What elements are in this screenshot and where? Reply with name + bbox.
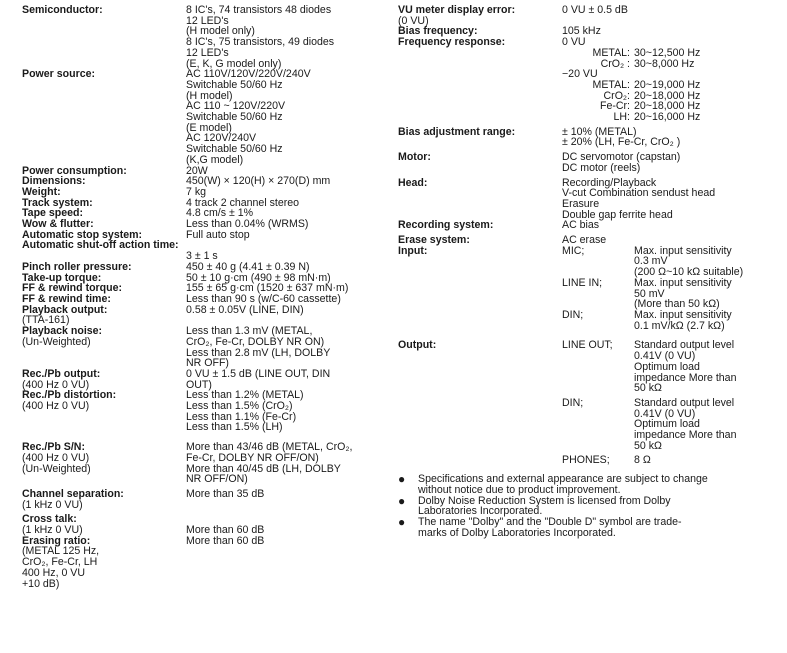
spec-label-line: Head: (398, 176, 428, 189)
spec-value-line: (H model only) (186, 25, 255, 38)
spec-label-line: Power consumption: (22, 164, 127, 177)
freq-level: −20 VU (562, 68, 598, 81)
spec-label-line: Automatic shut-off action time: (22, 239, 179, 252)
spec-label (22, 262, 186, 273)
spec-value-line: 4 track 2 channel stereo (186, 196, 300, 209)
spec-value-line: AC 120V/240V (186, 132, 257, 145)
note-line: The name "Dolby" and the "Double D" symbol are trade- (418, 515, 682, 528)
io-detail-line: impedance More than (634, 371, 737, 384)
freq-range: 20~18,000 Hz (634, 100, 701, 113)
io-detail-line: Optimum load (634, 360, 700, 373)
bullet-icon: ● (398, 514, 406, 529)
spec-value-line: DC servomotor (capstan) (562, 151, 681, 164)
note-item (398, 474, 783, 495)
spec-label-line: (TTA-161) (22, 314, 70, 327)
spec-value (186, 230, 392, 241)
freq-range: 20~19,000 Hz (634, 78, 701, 91)
spec-label (398, 246, 562, 257)
io-detail-line: Standard output level (634, 339, 735, 352)
spec-value (562, 26, 783, 37)
note-line: Laboratories Incorporated. (418, 505, 543, 518)
spec-value-line: 8 IC's, 75 transistors, 49 diodes (186, 36, 335, 49)
spec-label-line: Bias adjustment range: (398, 125, 516, 138)
io-detail (634, 278, 783, 310)
spec-label-line: (METAL 125 Hz, (22, 545, 100, 558)
spec-value-line: ± 20% (LH, Fe-Cr, CrO₂ ) (562, 136, 681, 149)
io-source: LINE OUT; (562, 339, 613, 352)
spec-label (22, 489, 186, 510)
spec-label-line: Playback noise: (22, 325, 103, 338)
freq-tape: METAL: (592, 78, 630, 91)
spec-label-line: Frequency response: (398, 36, 506, 49)
io-detail-line: impedance More than (634, 429, 737, 442)
spec-row (22, 262, 392, 273)
spec-value (186, 514, 392, 535)
spec-value-line: More than 40/45 dB (LH, DOLBY (186, 462, 341, 475)
spec-label-line: Tape speed: (22, 207, 84, 220)
spec-value-line: 50 ± 10 g·cm (490 ± 98 mN·m) (186, 271, 331, 284)
spec-value-line: Switchable 50/60 Hz (186, 111, 283, 124)
io-source: DIN; (562, 308, 584, 321)
spec-value-line: AC erase (562, 234, 607, 247)
spec-label (22, 536, 186, 590)
spec-label-line: Motor: (398, 151, 431, 164)
spec-label (398, 340, 562, 351)
spec-value-line: DC motor (reels) (562, 161, 641, 174)
spec-value (186, 369, 392, 390)
note-item (398, 493, 783, 518)
spec-label-line: Erasing ratio: (22, 534, 91, 547)
spec-label (22, 69, 186, 80)
spec-value (186, 5, 392, 69)
spec-value (186, 442, 392, 485)
spec-value-line: AC bias (562, 219, 600, 232)
spec-label-line: Rec./Pb distortion: (22, 389, 117, 402)
spec-value-line: NR OFF) (186, 357, 229, 370)
frequency-response-row (398, 37, 783, 123)
bias-adjustment-row (398, 127, 783, 148)
spec-value-line: 155 ± 65 g·cm (1520 ± 637 mN·m) (186, 282, 349, 295)
spec-label-line: (400 Hz 0 VU) (22, 400, 90, 413)
spec-value (562, 127, 783, 148)
spec-value (186, 240, 392, 261)
spec-value (186, 176, 392, 187)
spec-label-line: Rec./Pb S/N: (22, 441, 85, 454)
io-detail-line: (More than 50 kΩ) (634, 298, 720, 311)
io-detail-line: Optimum load (634, 418, 700, 431)
freq-tape: CrO₂ : (600, 57, 630, 70)
io-row (562, 310, 783, 331)
note-text (418, 517, 783, 538)
freq-range: 30~8,000 Hz (634, 57, 695, 70)
note-line: without notice due to product improvement. (418, 483, 621, 496)
io-detail-line: 50 kΩ (634, 439, 662, 452)
bullet-icon: ● (398, 472, 406, 487)
note-item (398, 514, 783, 539)
spec-value (186, 536, 392, 547)
spec-label-line: (1 kHz 0 VU) (22, 498, 83, 511)
spec-value-line: 12 LED's (186, 46, 229, 59)
spec-label (22, 240, 186, 251)
io-detail-line: Max. input sensitivity (634, 244, 732, 257)
note-line: Dolby Noise Reduction System is licensed from Dolby (418, 494, 671, 507)
spec-label (398, 152, 562, 163)
spec-label-line: Input: (398, 244, 428, 257)
spec-label-line: VU meter display error: (398, 4, 516, 16)
freq-range: 30~12,500 Hz (634, 46, 701, 59)
spec-label (398, 220, 562, 231)
freq-tape: Fe-Cr: (599, 100, 630, 113)
spec-label-line: Channel separation: (22, 487, 124, 500)
io-row (562, 246, 783, 278)
input-row (398, 246, 783, 332)
spec-label-line: (400 Hz 0 VU) (22, 378, 90, 391)
freq-tape: LH: (613, 111, 630, 124)
spec-label-line: Playback output: (22, 303, 108, 316)
spec-value-line: More than 43/46 dB (METAL, CrO₂, (186, 441, 353, 454)
spec-value-line: 20W (186, 164, 208, 177)
spec-label-line: Power source: (22, 68, 96, 81)
spec-value-line: 12 LED's (186, 14, 229, 27)
spec-value-line: Less than 0.04% (WRMS) (186, 218, 309, 231)
spec-label (398, 127, 562, 138)
spec-row (22, 390, 392, 433)
spec-value-line: Less than 1.5% (LH) (186, 421, 283, 434)
spec-value (562, 178, 783, 221)
notes (398, 474, 783, 538)
freq-tape: METAL: (592, 46, 630, 59)
right-spec-column (398, 5, 783, 538)
io-detail-line: (200 Ω~10 kΩ suitable) (634, 266, 744, 279)
spec-label-line: +10 dB) (22, 577, 60, 590)
spec-label-line: Take-up torque: (22, 271, 102, 284)
spec-label-line: (1 kHz 0 VU) (22, 524, 83, 537)
spec-row (22, 326, 392, 369)
spec-label-line: Output: (398, 339, 437, 352)
spec-value-line: 8 IC's, 74 transistors 48 diodes (186, 4, 332, 16)
io-source: DIN; (562, 396, 584, 409)
spec-value-line: (E, K, G model only) (186, 57, 282, 70)
spec-label (22, 5, 186, 16)
spec-row (22, 489, 392, 510)
freq-level: 0 VU (562, 36, 586, 49)
spec-value-line: 4.8 cm/s ± 1% (186, 207, 254, 220)
spec-row (22, 240, 392, 261)
io-detail (634, 310, 783, 331)
spec-label (22, 442, 186, 474)
left-spec-column (22, 5, 392, 589)
freq-row (562, 48, 783, 59)
spec-label-line: (400 Hz 0 VU) (22, 451, 90, 464)
spec-value (562, 5, 783, 16)
spec-value-line: OUT) (186, 378, 212, 391)
spec-label-line: Automatic stop system: (22, 228, 143, 241)
io-detail-line: Max. input sensitivity (634, 308, 732, 321)
spec-row (22, 176, 392, 187)
spec-value-line: CrO₂, Fe-Cr, DOLBY NR ON) (186, 335, 325, 348)
spec-value-line: More than 35 dB (186, 487, 265, 500)
spec-label (22, 514, 186, 535)
spec-row (22, 536, 392, 590)
spec-label-line: Cross talk: (22, 513, 77, 526)
bullet-icon: ● (398, 493, 406, 508)
spec-row (22, 305, 392, 326)
spec-label-line: Bias frequency: (398, 25, 478, 38)
io-detail-line: Max. input sensitivity (634, 276, 732, 289)
spec-value-line: 0 VU ± 1.5 dB (LINE OUT, DIN (186, 367, 331, 380)
freq-range: 20~18,000 Hz (634, 89, 701, 102)
spec-value (186, 489, 392, 500)
spec-label-line: 400 Hz, 0 VU (22, 566, 86, 579)
spec-value-line: AC 110V/120V/220V/240V (186, 68, 311, 81)
recording-system-row (398, 220, 783, 231)
spec-label-line: CrO₂, Fe-Cr, LH (22, 556, 98, 569)
spec-row (22, 514, 392, 535)
spec-value-line: 7 kg (186, 185, 207, 198)
note-text (418, 474, 783, 495)
spec-value-line: 0 VU ± 0.5 dB (562, 4, 628, 16)
spec-value-line: Erasure (562, 197, 600, 210)
spec-label-line: Dimensions: (22, 175, 86, 188)
spec-value-line: ± 10% (METAL) (562, 125, 637, 138)
spec-label-line: FF & rewind time: (22, 292, 111, 305)
spec-value-line: Less than 2.8 mV (LH, DOLBY (186, 346, 331, 359)
io-detail (634, 340, 783, 394)
spec-label-line: (Un-Weighted) (22, 462, 91, 475)
note-line: marks of Dolby Laboratories Incorporated. (418, 526, 616, 539)
spec-value-line: 105 kHz (562, 25, 601, 38)
spec-label (22, 305, 186, 326)
note-line: Specifications and external appearance are subject to change (418, 473, 708, 486)
io-detail-line: 50 kΩ (634, 382, 662, 395)
io-detail (634, 246, 783, 278)
spec-value-line: Switchable 50/60 Hz (186, 143, 283, 156)
spec-value-line: Less than 1.5% (CrO₂) (186, 400, 293, 413)
io-detail-line: 0.1 mV/kΩ (2.7 kΩ) (634, 319, 725, 332)
io-detail-line: 50 mV (634, 287, 665, 300)
spec-value-line: 450(W) × 120(H) × 270(D) mm (186, 175, 331, 188)
io-row (562, 398, 783, 452)
spec-label (398, 37, 562, 48)
spec-value-line: Recording/Playback (562, 176, 657, 189)
io-detail (634, 398, 783, 452)
spec-value (186, 262, 392, 273)
spec-value (562, 340, 783, 466)
spec-label-line: (Un-Weighted) (22, 335, 91, 348)
spec-value (186, 69, 392, 165)
io-detail (634, 455, 783, 466)
spec-value-line: (E model) (186, 121, 232, 134)
spec-value (562, 37, 783, 123)
spec-value-line: (K,G model) (186, 153, 244, 166)
freq-row (562, 112, 783, 123)
spec-label-line: Erase system: (398, 234, 470, 247)
spec-value (186, 305, 392, 316)
spec-value (186, 390, 392, 433)
freq-tape: CrO₂: (603, 89, 630, 102)
io-row (562, 455, 783, 466)
spec-value-line: Switchable 50/60 Hz (186, 78, 283, 91)
spec-label-line: Rec./Pb output: (22, 367, 101, 380)
spec-value-line: AC 110 ~ 120V/220V (186, 100, 286, 113)
spec-label (398, 178, 562, 189)
spec-row (22, 369, 392, 390)
spec-value (562, 220, 783, 231)
spec-value-line: Less than 1.3 mV (METAL, (186, 325, 313, 338)
io-source: MIC; (562, 244, 585, 257)
spec-label (22, 369, 186, 390)
spec-label (22, 326, 186, 347)
output-row (398, 340, 783, 466)
spec-value-line: Full auto stop (186, 228, 250, 241)
io-detail-line: 0.41V (0 VU) (634, 407, 696, 420)
motor-row (398, 152, 783, 173)
io-row (562, 340, 783, 394)
spec-row (22, 69, 392, 165)
io-detail-line: 0.3 mV (634, 255, 668, 268)
spec-value (562, 152, 783, 173)
spec-label-line: Pinch roller pressure: (22, 260, 132, 273)
spec-value-line: V-cut Combination sendust head (562, 187, 716, 200)
spec-value-line: Double gap ferrite head (562, 208, 673, 221)
spec-value-line: Less than 1.1% (Fe-Cr) (186, 410, 297, 423)
io-detail-line: Standard output level (634, 396, 735, 409)
spec-row (22, 5, 392, 69)
spec-label-line: FF & rewind torque: (22, 282, 123, 295)
spec-value-line: Fe-Cr, DOLBY NR OFF/ON) (186, 451, 319, 464)
spec-value-line: 0.58 ± 0.05V (LINE, DIN) (186, 303, 304, 316)
spec-value-line: Less than 1.2% (METAL) (186, 389, 304, 402)
spec-label-line: Wow & flutter: (22, 218, 94, 231)
io-source: PHONES; (562, 454, 610, 467)
io-source: LINE IN; (562, 276, 603, 289)
spec-value (562, 246, 783, 332)
spec-value-line: (H model) (186, 89, 233, 102)
spec-label-line: Semiconductor: (22, 4, 103, 16)
freq-range: 20~16,000 Hz (634, 111, 701, 124)
spec-value-line: 450 ± 40 g (4.41 ± 0.39 N) (186, 260, 310, 273)
spec-value-line: More than 60 dB (186, 524, 265, 537)
spec-value (186, 326, 392, 369)
spec-label-line: Recording system: (398, 219, 494, 232)
spec-row (22, 442, 392, 485)
spec-label-line: (0 VU) (398, 14, 429, 27)
vu-error-row (398, 5, 783, 26)
spec-value-line: More than 60 dB (186, 534, 265, 547)
spec-label-line: Weight: (22, 185, 61, 198)
spec-label-line: Track system: (22, 196, 93, 209)
spec-value-line: NR OFF/ON) (186, 473, 248, 486)
io-detail-line: 0.41V (0 VU) (634, 350, 696, 363)
spec-value-line: Less than 90 s (w/C-60 cassette) (186, 292, 341, 305)
spec-label (22, 390, 186, 411)
note-text (418, 496, 783, 517)
spec-label (398, 5, 562, 26)
io-detail-line: 8 Ω (634, 454, 651, 467)
spec-value-line: 3 ± 1 s (186, 250, 218, 263)
io-row (562, 278, 783, 310)
head-row (398, 178, 783, 221)
